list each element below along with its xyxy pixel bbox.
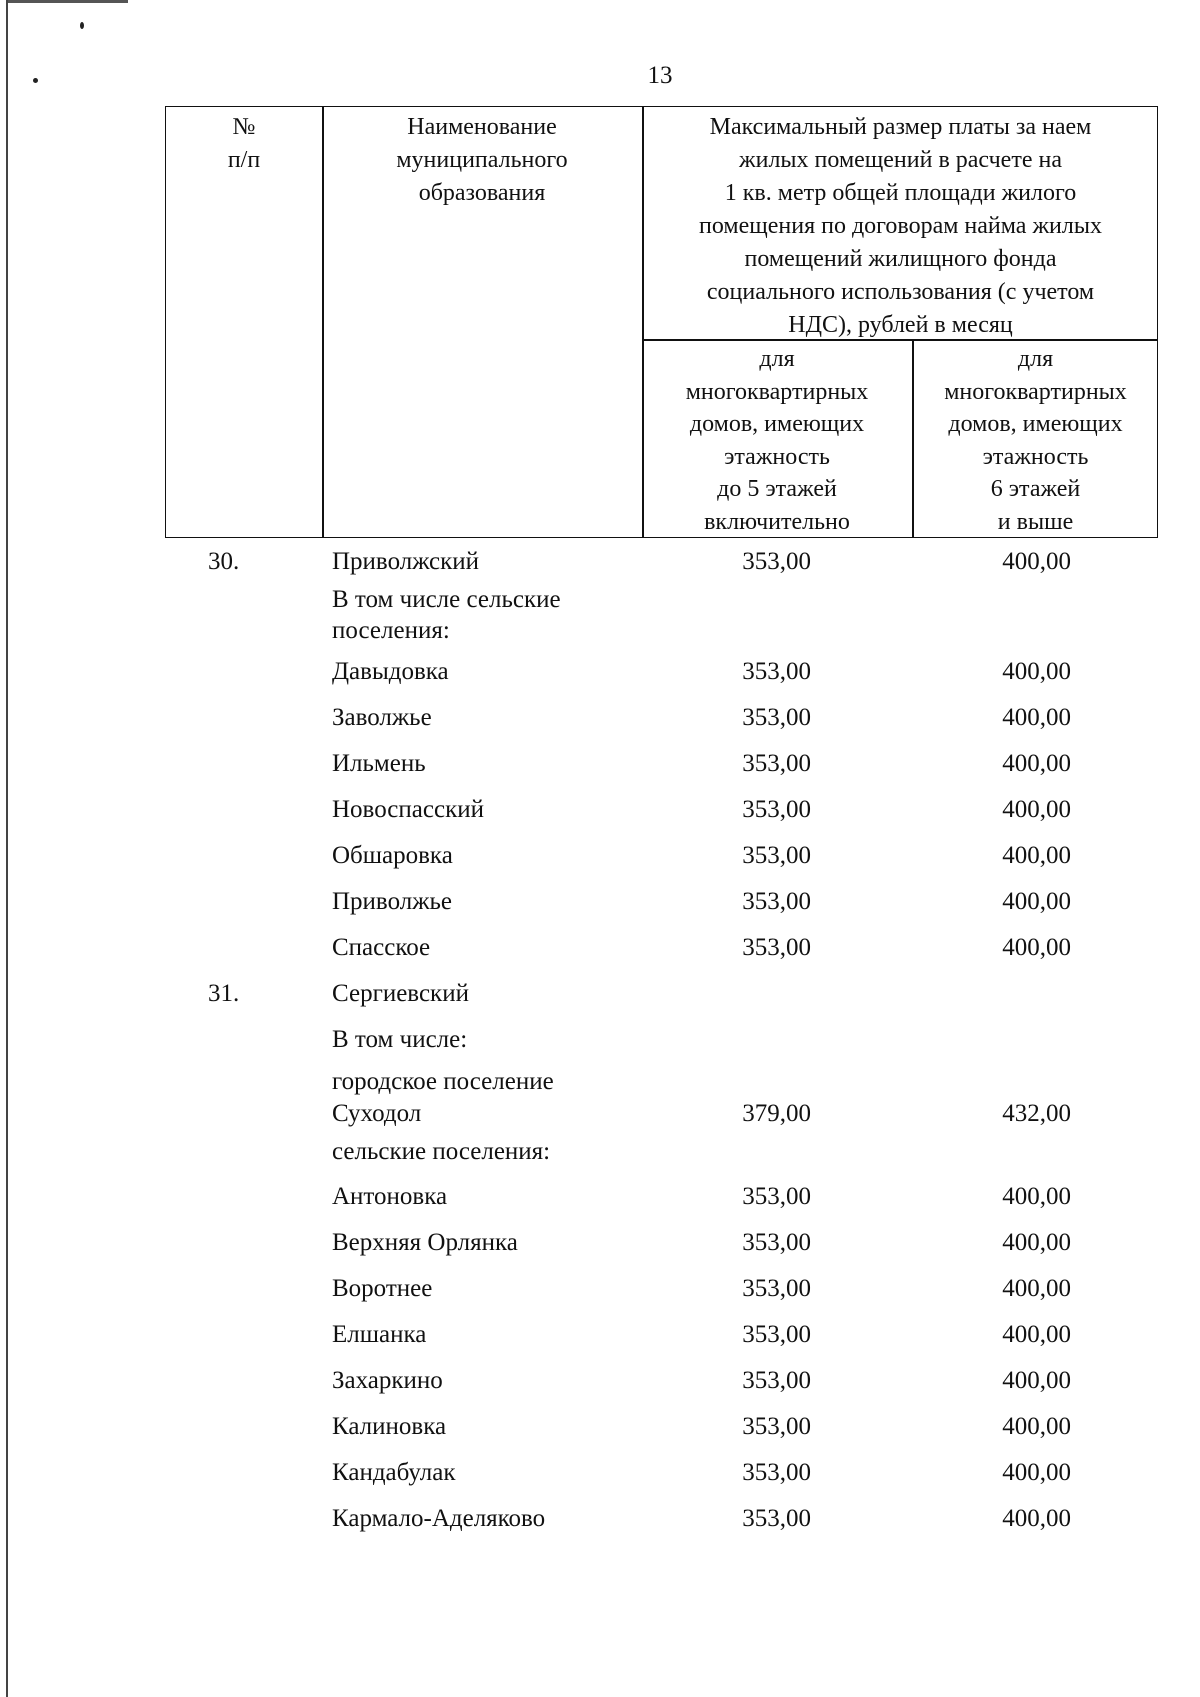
value-6-floors-and-above: 400,00 (1002, 842, 1071, 869)
value-6-floors-and-above: 432,00 (1002, 1100, 1071, 1127)
value-6-floors-and-above: 400,00 (1002, 750, 1071, 777)
value-6-floors-and-above: 400,00 (1002, 658, 1071, 685)
scan-top-edge (8, 0, 128, 3)
value-6-floors-and-above: 400,00 (1002, 1413, 1071, 1440)
value-6-floors-and-above: 400,00 (1002, 1367, 1071, 1394)
municipality-name: Кармало-Аделяково (332, 1505, 546, 1532)
value-up-to-5-floors: 353,00 (742, 1275, 811, 1302)
row-number: 30. (208, 548, 240, 575)
municipality-name: городское поселение (332, 1068, 554, 1095)
municipality-name: сельские поселения: (332, 1138, 551, 1165)
value-up-to-5-floors: 353,00 (742, 658, 811, 685)
value-up-to-5-floors: 353,00 (742, 796, 811, 823)
municipality-name: Ильмень (332, 750, 426, 777)
value-6-floors-and-above: 400,00 (1002, 548, 1071, 575)
value-6-floors-and-above: 400,00 (1002, 1275, 1071, 1302)
value-up-to-5-floors: 379,00 (742, 1100, 811, 1127)
value-up-to-5-floors: 353,00 (742, 1367, 811, 1394)
municipality-name: Давыдовка (332, 658, 449, 685)
header-col-max-payment: Максимальный размер платы за наем жилых помещений в расчете на 1 кв. метр общей площади жилого помещения по договорам найма жилых помещений жилищного фонда социального использования (с учетом НДС), рублей в месяц (699, 114, 1102, 338)
municipality-name: Суходол (332, 1100, 422, 1127)
header-sub-col-6-floors-and-above: для многоквартирных домов, имеющих этажность 6 этажей и выше (944, 346, 1127, 535)
municipality-name: поселения: (332, 617, 450, 644)
municipality-name: Кандабулак (332, 1459, 456, 1486)
municipality-name: Спасское (332, 934, 431, 961)
municipality-name: Антоновка (332, 1183, 448, 1210)
value-6-floors-and-above: 400,00 (1002, 704, 1071, 731)
value-6-floors-and-above: 400,00 (1002, 796, 1071, 823)
municipality-name: Приволжский (332, 548, 480, 575)
municipality-name: Калиновка (332, 1413, 447, 1440)
value-up-to-5-floors: 353,00 (742, 1505, 811, 1532)
page-number: 13 (647, 62, 673, 89)
value-6-floors-and-above: 400,00 (1002, 1183, 1071, 1210)
scan-left-edge (6, 0, 8, 1697)
municipality-name: Новоспасский (332, 796, 484, 823)
municipality-name: Заволжье (332, 704, 432, 731)
value-up-to-5-floors: 353,00 (742, 888, 811, 915)
municipality-name: Захаркино (332, 1367, 443, 1394)
value-up-to-5-floors: 353,00 (742, 1183, 811, 1210)
value-up-to-5-floors: 353,00 (742, 1229, 811, 1256)
municipality-name: Воротнее (332, 1275, 433, 1302)
value-up-to-5-floors: 353,00 (742, 1459, 811, 1486)
row-number: 31. (208, 980, 240, 1007)
value-6-floors-and-above: 400,00 (1002, 1229, 1071, 1256)
header-sub-col-up-to-5-floors: для многоквартирных домов, имеющих этажность до 5 этажей включительно (685, 346, 869, 535)
value-up-to-5-floors: 353,00 (742, 704, 811, 731)
municipality-name: В том числе сельские (332, 586, 561, 613)
value-up-to-5-floors: 353,00 (742, 934, 811, 961)
header-col-number: № п/п (227, 114, 261, 173)
municipality-name: Верхняя Орлянка (332, 1229, 518, 1256)
value-up-to-5-floors: 353,00 (742, 1413, 811, 1440)
municipality-name: В том числе: (332, 1026, 468, 1053)
table-header (165, 106, 1158, 538)
municipality-name: Обшаровка (332, 842, 453, 869)
municipality-name: Елшанка (332, 1321, 427, 1348)
value-6-floors-and-above: 400,00 (1002, 1505, 1071, 1532)
value-up-to-5-floors: 353,00 (742, 548, 811, 575)
value-up-to-5-floors: 353,00 (742, 842, 811, 869)
value-6-floors-and-above: 400,00 (1002, 1459, 1071, 1486)
municipality-name: Сергиевский (332, 980, 469, 1007)
value-6-floors-and-above: 400,00 (1002, 1321, 1071, 1348)
value-up-to-5-floors: 353,00 (742, 1321, 811, 1348)
value-up-to-5-floors: 353,00 (742, 750, 811, 777)
value-6-floors-and-above: 400,00 (1002, 934, 1071, 961)
scan-speck (80, 22, 84, 29)
municipality-name: Приволжье (332, 888, 452, 915)
header-col-name: Наименование муниципального образования (396, 114, 568, 206)
value-6-floors-and-above: 400,00 (1002, 888, 1071, 915)
